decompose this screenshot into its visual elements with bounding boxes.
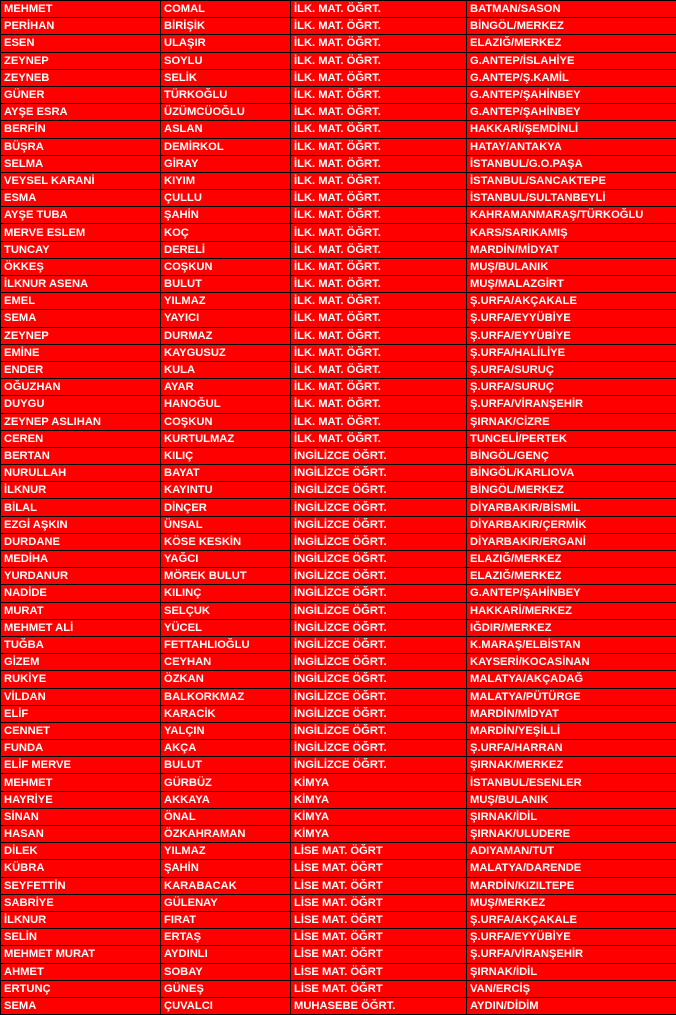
branch-cell: LİSE MAT. ÖĞRT [291,877,467,894]
branch-cell: İNGİLİZCE ÖĞRT. [291,602,467,619]
branch-cell: İLK. MAT. ÖĞRT. [291,52,467,69]
branch-cell: İNGİLİZCE ÖĞRT. [291,551,467,568]
first-name-cell: PERİHAN [1,18,161,35]
last-name-cell: ŞAHİN [161,207,291,224]
branch-cell: İLK. MAT. ÖĞRT. [291,379,467,396]
table-row [1,929,676,946]
last-name-cell: COMAL [161,1,291,18]
first-name-cell: FUNDA [1,740,161,757]
table-row [1,241,676,258]
table-row [1,740,676,757]
last-name-cell: ÖZKAN [161,671,291,688]
location-cell: G.ANTEP/İSLAHİYE [467,52,676,69]
location-cell: AYDIN/DİDİM [467,997,676,1014]
first-name-cell: ELİF [1,705,161,722]
location-cell: BATMAN/SASON [467,1,676,18]
location-cell: MALATYA/PÜTÜRGE [467,688,676,705]
location-cell: K.MARAŞ/ELBİSTAN [467,636,676,653]
first-name-cell: EZGİ AŞKIN [1,516,161,533]
branch-cell: İLK. MAT. ÖĞRT. [291,86,467,103]
last-name-cell: DEMİRKOL [161,138,291,155]
first-name-cell: AYŞE TUBA [1,207,161,224]
location-cell: G.ANTEP/ŞAHİNBEY [467,104,676,121]
last-name-cell: AYAR [161,379,291,396]
last-name-cell: YILMAZ [161,293,291,310]
branch-cell: İNGİLİZCE ÖĞRT. [291,757,467,774]
location-cell: MALATYA/DARENDE [467,860,676,877]
first-name-cell: DUYGU [1,396,161,413]
location-cell: BİNGÖL/MERKEZ [467,482,676,499]
first-name-cell: GİZEM [1,654,161,671]
location-cell: KARS/SARIKAMIŞ [467,224,676,241]
last-name-cell: GÜNEŞ [161,980,291,997]
first-name-cell: MEHMET MURAT [1,946,161,963]
branch-cell: İLK. MAT. ÖĞRT. [291,241,467,258]
branch-cell: İLK. MAT. ÖĞRT. [291,172,467,189]
branch-cell: İLK. MAT. ÖĞRT. [291,310,467,327]
first-name-cell: RUKİYE [1,671,161,688]
last-name-cell: COŞKUN [161,258,291,275]
branch-cell: İLK. MAT. ÖĞRT. [291,18,467,35]
last-name-cell: GÜRBÜZ [161,774,291,791]
branch-cell: İLK. MAT. ÖĞRT. [291,344,467,361]
branch-cell: İLK. MAT. ÖĞRT. [291,121,467,138]
location-cell: İSTANBUL/SULTANBEYLİ [467,190,676,207]
table-row [1,551,676,568]
location-cell: Ş.URFA/VİRANŞEHİR [467,396,676,413]
branch-cell: İLK. MAT. ÖĞRT. [291,35,467,52]
last-name-cell: KILIÇ [161,447,291,464]
branch-cell: İNGİLİZCE ÖĞRT. [291,654,467,671]
location-cell: G.ANTEP/ŞAHİNBEY [467,86,676,103]
first-name-cell: TUNCAY [1,241,161,258]
last-name-cell: ÜNSAL [161,516,291,533]
first-name-cell: ZEYNEP ASLIHAN [1,413,161,430]
table-row [1,533,676,550]
first-name-cell: HASAN [1,826,161,843]
location-cell: MARDİN/YEŞİLLİ [467,722,676,739]
first-name-cell: NURULLAH [1,465,161,482]
last-name-cell: FIRAT [161,911,291,928]
location-cell: ŞIRNAK/ULUDERE [467,826,676,843]
branch-cell: İLK. MAT. ÖĞRT. [291,190,467,207]
location-cell: Ş.URFA/SURUÇ [467,379,676,396]
branch-cell: İLK. MAT. ÖĞRT. [291,293,467,310]
location-cell: Ş.URFA/AKÇAKALE [467,293,676,310]
first-name-cell: YURDANUR [1,568,161,585]
branch-cell: İLK. MAT. ÖĞRT. [291,430,467,447]
table-row [1,86,676,103]
branch-cell: İNGİLİZCE ÖĞRT. [291,568,467,585]
first-name-cell: SİNAN [1,808,161,825]
last-name-cell: ÖZKAHRAMAN [161,826,291,843]
table-row [1,860,676,877]
branch-cell: MUHASEBE ÖĞRT. [291,997,467,1014]
branch-cell: İLK. MAT. ÖĞRT. [291,396,467,413]
location-cell: HAKKARİ/ŞEMDİNLİ [467,121,676,138]
location-cell: G.ANTEP/Ş.KAMİL [467,69,676,86]
last-name-cell: BAYAT [161,465,291,482]
first-name-cell: İLKNUR [1,911,161,928]
last-name-cell: KILINÇ [161,585,291,602]
last-name-cell: KURTULMAZ [161,430,291,447]
branch-cell: KİMYA [291,826,467,843]
last-name-cell: KÖSE KESKİN [161,533,291,550]
table-row [1,688,676,705]
location-cell: MUŞ/MERKEZ [467,894,676,911]
branch-cell: LİSE MAT. ÖĞRT [291,946,467,963]
table-row [1,636,676,653]
branch-cell: İNGİLİZCE ÖĞRT. [291,533,467,550]
branch-cell: KİMYA [291,791,467,808]
last-name-cell: ASLAN [161,121,291,138]
location-cell: TUNCELİ/PERTEK [467,430,676,447]
table-row [1,585,676,602]
table-row [1,894,676,911]
table-row [1,35,676,52]
table-row [1,516,676,533]
last-name-cell: KARACİK [161,705,291,722]
table-row [1,258,676,275]
table-row [1,619,676,636]
branch-cell: İLK. MAT. ÖĞRT. [291,207,467,224]
branch-cell: LİSE MAT. ÖĞRT [291,894,467,911]
table-row [1,310,676,327]
first-name-cell: BERTAN [1,447,161,464]
table-row [1,482,676,499]
table-row [1,52,676,69]
first-name-cell: ZEYNEP [1,52,161,69]
table-row [1,877,676,894]
last-name-cell: FETTAHLIOĞLU [161,636,291,653]
location-cell: ŞIRNAK/İDİL [467,963,676,980]
first-name-cell: ESEN [1,35,161,52]
last-name-cell: BALKORKMAZ [161,688,291,705]
first-name-cell: MERVE ESLEM [1,224,161,241]
last-name-cell: YALÇIN [161,722,291,739]
table-row [1,1,676,18]
last-name-cell: KIYIM [161,172,291,189]
location-cell: Ş.URFA/VİRANŞEHİR [467,946,676,963]
branch-cell: İNGİLİZCE ÖĞRT. [291,619,467,636]
last-name-cell: ERTAŞ [161,929,291,946]
last-name-cell: ÖNAL [161,808,291,825]
table-row [1,980,676,997]
location-cell: HATAY/ANTAKYA [467,138,676,155]
table-row [1,207,676,224]
first-name-cell: OĞUZHAN [1,379,161,396]
last-name-cell: CEYHAN [161,654,291,671]
branch-cell: İLK. MAT. ÖĞRT. [291,258,467,275]
location-cell: MUŞ/BULANIK [467,258,676,275]
branch-cell: LİSE MAT. ÖĞRT [291,929,467,946]
branch-cell: İNGİLİZCE ÖĞRT. [291,516,467,533]
first-name-cell: CEREN [1,430,161,447]
branch-cell: İLK. MAT. ÖĞRT. [291,276,467,293]
first-name-cell: NADİDE [1,585,161,602]
first-name-cell: BİLAL [1,499,161,516]
location-cell: BİNGÖL/MERKEZ [467,18,676,35]
last-name-cell: GİRAY [161,155,291,172]
table-row [1,344,676,361]
first-name-cell: MURAT [1,602,161,619]
table-row [1,654,676,671]
location-cell: ELAZIĞ/MERKEZ [467,568,676,585]
table-row [1,447,676,464]
location-cell: KAHRAMANMARAŞ/TÜRKOĞLU [467,207,676,224]
last-name-cell: SOYLU [161,52,291,69]
table-row [1,757,676,774]
table-row [1,430,676,447]
first-name-cell: ELİF MERVE [1,757,161,774]
table-row [1,705,676,722]
last-name-cell: ULAŞIR [161,35,291,52]
first-name-cell: BÜŞRA [1,138,161,155]
table-row [1,18,676,35]
location-cell: ELAZIĞ/MERKEZ [467,35,676,52]
first-name-cell: KÜBRA [1,860,161,877]
branch-cell: İLK. MAT. ÖĞRT. [291,361,467,378]
table-row [1,499,676,516]
location-cell: MALATYA/AKÇADAĞ [467,671,676,688]
first-name-cell: ESMA [1,190,161,207]
table-row [1,963,676,980]
location-cell: ADIYAMAN/TUT [467,843,676,860]
first-name-cell: EMİNE [1,344,161,361]
first-name-cell: SELMA [1,155,161,172]
table-row [1,190,676,207]
branch-cell: İNGİLİZCE ÖĞRT. [291,671,467,688]
first-name-cell: GÜNER [1,86,161,103]
table-row [1,946,676,963]
branch-cell: İLK. MAT. ÖĞRT. [291,224,467,241]
last-name-cell: DİNÇER [161,499,291,516]
branch-cell: LİSE MAT. ÖĞRT [291,860,467,877]
first-name-cell: ZEYNEP [1,327,161,344]
location-cell: ELAZIĞ/MERKEZ [467,551,676,568]
branch-cell: İNGİLİZCE ÖĞRT. [291,482,467,499]
last-name-cell: SOBAY [161,963,291,980]
first-name-cell: ÖKKEŞ [1,258,161,275]
first-name-cell: SEMA [1,997,161,1014]
location-cell: MARDİN/MİDYAT [467,705,676,722]
table-row [1,722,676,739]
location-cell: BİNGÖL/KARLIOVA [467,465,676,482]
last-name-cell: BULUT [161,276,291,293]
table-row [1,138,676,155]
last-name-cell: BİRİŞİK [161,18,291,35]
first-name-cell: İLKNUR [1,482,161,499]
location-cell: MARDİN/KIZILTEPE [467,877,676,894]
location-cell: Ş.URFA/HALİLİYE [467,344,676,361]
branch-cell: LİSE MAT. ÖĞRT [291,911,467,928]
last-name-cell: SELİK [161,69,291,86]
location-cell: MARDİN/MİDYAT [467,241,676,258]
assignment-table-body [1,1,676,1015]
first-name-cell: MEHMET ALİ [1,619,161,636]
last-name-cell: DURMAZ [161,327,291,344]
table-row [1,172,676,189]
table-row [1,843,676,860]
last-name-cell: AKKAYA [161,791,291,808]
branch-cell: İLK. MAT. ÖĞRT. [291,327,467,344]
last-name-cell: KARABACAK [161,877,291,894]
first-name-cell: ZEYNEB [1,69,161,86]
table-row [1,276,676,293]
table-row [1,465,676,482]
location-cell: ŞIRNAK/İDİL [467,808,676,825]
last-name-cell: KULA [161,361,291,378]
location-cell: Ş.URFA/AKÇAKALE [467,911,676,928]
branch-cell: LİSE MAT. ÖĞRT [291,963,467,980]
first-name-cell: DİLEK [1,843,161,860]
first-name-cell: AHMET [1,963,161,980]
branch-cell: İNGİLİZCE ÖĞRT. [291,465,467,482]
location-cell: DİYARBAKIR/BİSMİL [467,499,676,516]
first-name-cell: MEHMET [1,774,161,791]
branch-cell: İNGİLİZCE ÖĞRT. [291,740,467,757]
branch-cell: İLK. MAT. ÖĞRT. [291,155,467,172]
first-name-cell: ERTUNÇ [1,980,161,997]
location-cell: G.ANTEP/ŞAHİNBEY [467,585,676,602]
first-name-cell: DURDANE [1,533,161,550]
branch-cell: İLK. MAT. ÖĞRT. [291,1,467,18]
last-name-cell: KOÇ [161,224,291,241]
branch-cell: İLK. MAT. ÖĞRT. [291,104,467,121]
table-row [1,379,676,396]
first-name-cell: ENDER [1,361,161,378]
last-name-cell: BULUT [161,757,291,774]
location-cell: DİYARBAKIR/ÇERMİK [467,516,676,533]
first-name-cell: CENNET [1,722,161,739]
table-row [1,293,676,310]
first-name-cell: SEYFETTİN [1,877,161,894]
table-row [1,602,676,619]
location-cell: HAKKARİ/MERKEZ [467,602,676,619]
first-name-cell: MEHMET [1,1,161,18]
location-cell: MUŞ/MALAZGİRT [467,276,676,293]
location-cell: Ş.URFA/HARRAN [467,740,676,757]
branch-cell: İLK. MAT. ÖĞRT. [291,69,467,86]
location-cell: ŞIRNAK/CİZRE [467,413,676,430]
last-name-cell: GÜLENAY [161,894,291,911]
branch-cell: İNGİLİZCE ÖĞRT. [291,499,467,516]
location-cell: Ş.URFA/EYYÜBİYE [467,327,676,344]
branch-cell: İNGİLİZCE ÖĞRT. [291,705,467,722]
first-name-cell: SEMA [1,310,161,327]
table-row [1,671,676,688]
table-row [1,361,676,378]
last-name-cell: YILMAZ [161,843,291,860]
last-name-cell: ŞAHİN [161,860,291,877]
last-name-cell: COŞKUN [161,413,291,430]
branch-cell: İNGİLİZCE ÖĞRT. [291,585,467,602]
table-row [1,911,676,928]
last-name-cell: MÖREK BULUT [161,568,291,585]
location-cell: Ş.URFA/SURUÇ [467,361,676,378]
last-name-cell: YAYICI [161,310,291,327]
location-cell: MUŞ/BULANIK [467,791,676,808]
location-cell: IĞDIR/MERKEZ [467,619,676,636]
table-row [1,826,676,843]
branch-cell: İNGİLİZCE ÖĞRT. [291,447,467,464]
table-row [1,155,676,172]
first-name-cell: EMEL [1,293,161,310]
location-cell: İSTANBUL/SANCAKTEPE [467,172,676,189]
location-cell: İSTANBUL/G.O.PAŞA [467,155,676,172]
first-name-cell: MEDİHA [1,551,161,568]
last-name-cell: AYDINLI [161,946,291,963]
location-cell: DİYARBAKIR/ERGANİ [467,533,676,550]
branch-cell: LİSE MAT. ÖĞRT [291,980,467,997]
last-name-cell: ÇUVALCI [161,997,291,1014]
table-row [1,396,676,413]
last-name-cell: KAYGUSUZ [161,344,291,361]
last-name-cell: YÜCEL [161,619,291,636]
table-row [1,808,676,825]
table-row [1,568,676,585]
first-name-cell: SABRİYE [1,894,161,911]
location-cell: BİNGÖL/GENÇ [467,447,676,464]
first-name-cell: VEYSEL KARANİ [1,172,161,189]
branch-cell: KİMYA [291,774,467,791]
branch-cell: İNGİLİZCE ÖĞRT. [291,688,467,705]
last-name-cell: AKÇA [161,740,291,757]
table-row [1,69,676,86]
branch-cell: İNGİLİZCE ÖĞRT. [291,722,467,739]
table-row [1,791,676,808]
first-name-cell: SELİN [1,929,161,946]
location-cell: ŞIRNAK/MERKEZ [467,757,676,774]
location-cell: Ş.URFA/EYYÜBİYE [467,310,676,327]
last-name-cell: KAYINTU [161,482,291,499]
table-row [1,121,676,138]
last-name-cell: TÜRKOĞLU [161,86,291,103]
first-name-cell: AYŞE ESRA [1,104,161,121]
branch-cell: LİSE MAT. ÖĞRT [291,843,467,860]
table-row [1,327,676,344]
table-row [1,413,676,430]
location-cell: Ş.URFA/EYYÜBİYE [467,929,676,946]
last-name-cell: ÇULLU [161,190,291,207]
table-row [1,997,676,1014]
branch-cell: İNGİLİZCE ÖĞRT. [291,636,467,653]
location-cell: VAN/ERCİŞ [467,980,676,997]
last-name-cell: HANOĞUL [161,396,291,413]
last-name-cell: SELÇUK [161,602,291,619]
last-name-cell: YAĞCI [161,551,291,568]
branch-cell: İLK. MAT. ÖĞRT. [291,138,467,155]
location-cell: KAYSERİ/KOCASİNAN [467,654,676,671]
branch-cell: İLK. MAT. ÖĞRT. [291,413,467,430]
branch-cell: KİMYA [291,808,467,825]
first-name-cell: BERFİN [1,121,161,138]
first-name-cell: HAYRİYE [1,791,161,808]
last-name-cell: DERELİ [161,241,291,258]
table-row [1,774,676,791]
location-cell: İSTANBUL/ESENLER [467,774,676,791]
first-name-cell: İLKNUR ASENA [1,276,161,293]
first-name-cell: TUĞBA [1,636,161,653]
last-name-cell: ÜZÜMCÜOĞLU [161,104,291,121]
first-name-cell: VİLDAN [1,688,161,705]
table-row [1,224,676,241]
table-row [1,104,676,121]
